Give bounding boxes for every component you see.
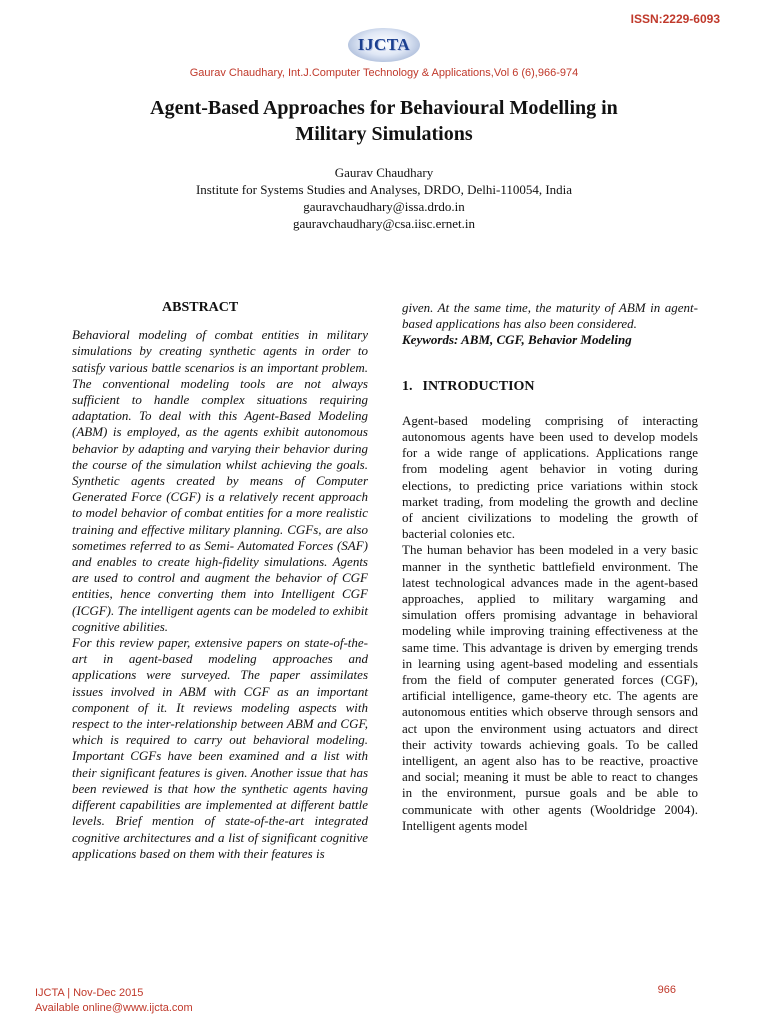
introduction-heading: [402, 379, 698, 395]
author-email-2: gauravchaudhary@csa.iisc.ernet.in: [293, 216, 475, 231]
section-number: 1.: [402, 378, 413, 394]
introduction-paragraph-2: The human behavior has been modeled in a very basic manner in the synthetic battlefield environment. The latest technological advances made in the agent-based approaches, applied to military wargaming and simulation offers promising advantage in behavioral modeling while improving training effectiveness at the same time. This advantage is driven by emerging trends in learning using agent-based modeling and essentials from the field of computer generated forces (CGF), artificial intelligence, game-theory etc. The agents are autonomous entities which observe through sensors and act upon the environment using actuators and direct their activity towards achieving goals. To be called intelligent, an agent also has to be reactive, proactive and social; meaning it must be able to react to changes in the environment, pursue goals and be able to communicate with other agents (Wooldridge 2004). Intelligent agents model: [402, 542, 698, 833]
section-title: INTRODUCTION: [422, 378, 535, 394]
author-affiliation: Institute for Systems Studies and Analyses, DRDO, Delhi-110054, India: [195, 182, 573, 197]
author-name: Gaurav Chaudhary: [334, 165, 434, 180]
abstract-paragraph-2: For this review paper, extensive papers on state-of-the-art in agent-based modeling approaches and applications were surveyed. The paper assimilates issues involved in ABM with CGF as an important component of it. It reviews modeling aspects with respect to the inter-relationship between ABM and CGF, which is required to carry out behavioral modeling. Important CGFs have been examined and a list with their significant features is given. Another issue that has been reviewed is that how the synthetic agents having different capabilities are implemented at different battle levels. Brief mention of state-of-the-art integrated cognitive architectures and a list of significant cognitive applications based on them with their features is: [72, 635, 368, 861]
left-column: [72, 300, 368, 862]
paper-title-line-2: Military Simulations: [295, 123, 473, 145]
page-number: 966: [657, 984, 676, 996]
author-email-1: gauravchaudhary@issa.drdo.in: [303, 199, 465, 214]
abstract-paragraph-1: Behavioral modeling of combat entities in military simulations by creating synthetic agents in order to satisfy various battle scenarios is an important problem. The conventional modeling tools are not always sufficient to handle complex situations requiring adaptation. To deal with this Agent-Based Modeling (ABM) is employed, as the agents exhibit autonomous behavior by adapting and varying their behavior during the course of the simulation whilst achieving the goals. Synthetic agents created by means of Computer Generated Force (CGF) is a relatively recent approach to model behavior of combat entities for a more realistic training and effective military planning. CGFs, are also sometimes referred to as Semi- Automated Forces (SAF) and enables to create high-fidelity simulations. Agents are used to control and augment the behavior of CGF entities, hence converting them into Intelligent CGF (ICGF). The intelligent agents can be modeled to exhibit cognitive abilities.: [72, 327, 368, 634]
abstract-continuation: given. At the same time, the maturity of ABM in agent-based applications has also been considered.: [402, 300, 698, 332]
paper-title-line-1: Agent-Based Approaches for Behavioural Modelling in: [150, 97, 618, 119]
keywords: Keywords: ABM, CGF, Behavior Modeling: [402, 332, 632, 348]
introduction-paragraph-1: Agent-based modeling comprising of interacting autonomous agents have been used to develop models for a wide range of applications. Applications range from modeling agent behavior in voting during elections, to predicting price variations within stock market trading, from modeling the growth and decline of ancient civilizations to modeling the growth of bacterial colonies etc.: [402, 412, 698, 542]
journal-logo-text: IJCTA: [357, 35, 411, 54]
journal-reference: Gaurav Chaudhary, Int.J.Computer Technology & Applications,Vol 6 (6),966-974: [189, 67, 579, 79]
footer-journal-issue: IJCTA | Nov-Dec 2015: [35, 987, 144, 999]
paper-title: [90, 95, 678, 147]
abstract-heading: ABSTRACT: [162, 300, 239, 315]
author-block: [0, 164, 768, 232]
page-footer: [35, 986, 193, 1016]
journal-logo: [348, 28, 420, 62]
right-column: [402, 300, 698, 834]
footer-availability: Available online@www.ijcta.com: [35, 1002, 193, 1014]
issn-label: ISSN:2229-6093: [630, 12, 720, 26]
